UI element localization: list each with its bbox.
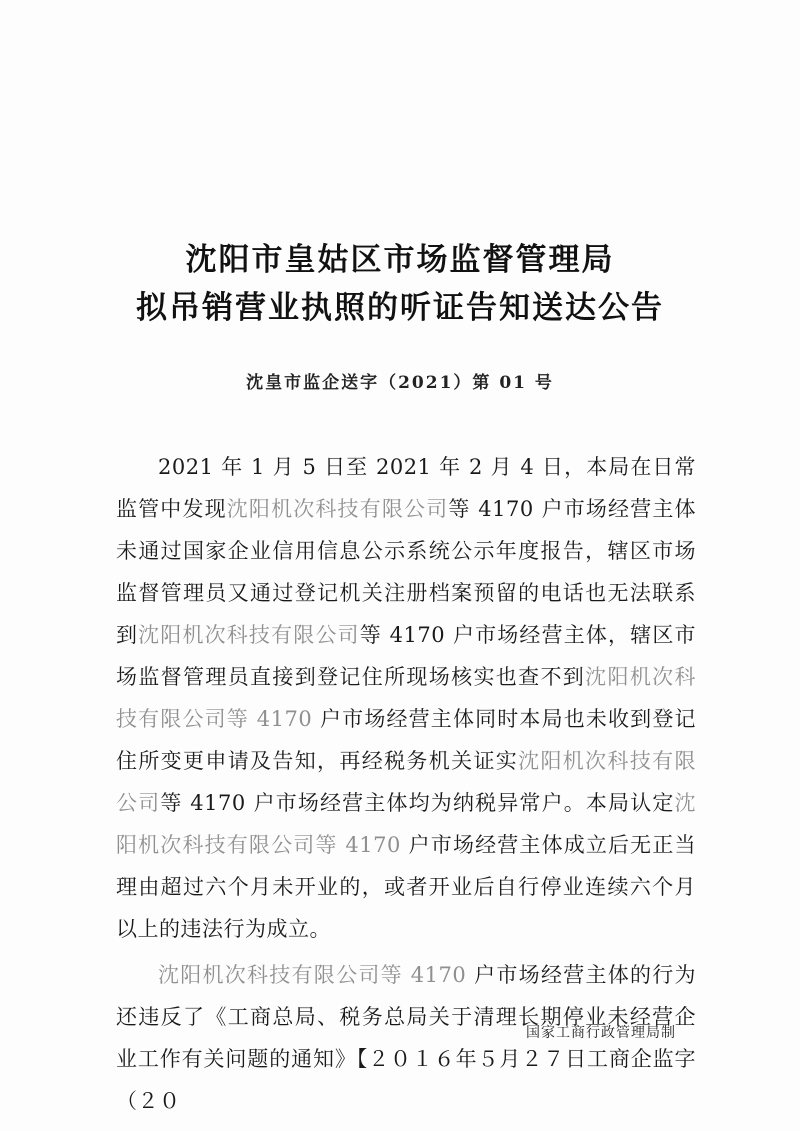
paragraph-1-text-4: 户市场经营主体同时本局也未收到登记住所变更申请及告知，再经税务机关证实 (116, 707, 696, 773)
paragraph-1-text-5: 等 4170 户市场经营主体均为纳税异常户。本局认定 (160, 791, 675, 815)
company-name-2: 沈阳机次科技有限公司 (138, 623, 360, 647)
company-name-6: 沈阳机次科技有限公司等 4170 (158, 963, 467, 987)
paragraph-1-text-6: 户市场经营主体成立后无正当理由超过六个月未开业的，或者开业后自行停业连续六个月以上的违法行为成立。 (116, 833, 696, 941)
paragraph-1-text-3: 等 4170 户市场经营主体，辖区市场监督管理员直接到登记住所现场核实也查不到 (116, 623, 697, 689)
title-line-2: 拟吊销营业执照的听证告知送达公告 (136, 290, 664, 326)
paragraph-1-text-1: 2021 年 1 月 5 日至 2021 年 2 月 4 日，本局在日常监管中发现 (116, 455, 696, 521)
company-name-1: 沈阳机次科技有限公司 (226, 497, 449, 521)
paragraph-2-text-1: 户市场经营主体的行为还违反了《工商总局、税务总局关于清理长期停业未经营企业工作有关问题的通知》【２０１６年５月２７日工商企监字（２０ (116, 963, 696, 1113)
footer-issuer: 国家工商行政管理局制 (526, 1025, 676, 1041)
document-number: 沈皇市监企送字（2021）第 01 号 (246, 373, 554, 393)
paragraph-1-text-2: 等 4170 户市场经营主体未通过国家企业信用信息公示系统公示年度报告，辖区市场监督管理员又通过登记机关注册档案预留的电话也无法联系到 (116, 497, 697, 647)
company-name-4: 沈阳机次科技有限公司 (116, 749, 697, 815)
company-name-3: 沈阳机次科技有限公司等 4170 (116, 665, 697, 731)
company-name-5: 沈阳机次科技有限公司等 4170 (116, 791, 696, 857)
title-line-1: 沈阳市皇姑区市场监督管理局 (185, 242, 615, 278)
paragraph-1 (116, 446, 696, 950)
document-body (116, 446, 696, 1122)
